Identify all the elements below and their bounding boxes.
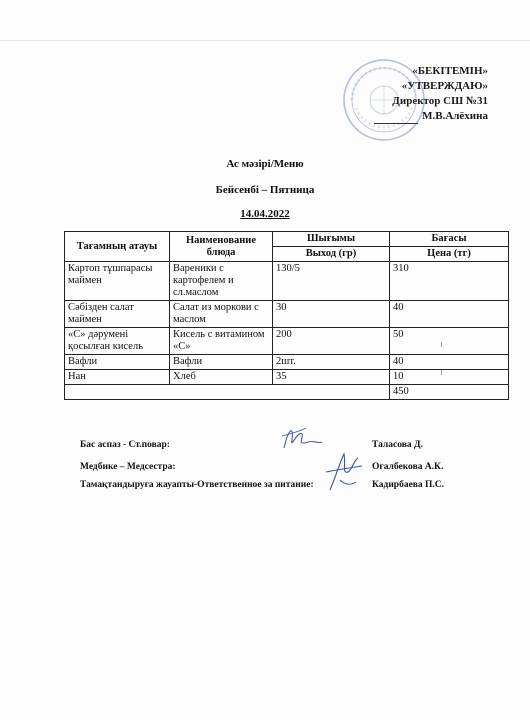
table-total-row: [65, 385, 509, 400]
signature-role: Медбике – Медсестра:: [80, 462, 176, 472]
pen-mark: [441, 370, 445, 375]
approval-name-line: [374, 109, 488, 124]
signature-name: Кадирбаева П.С.: [372, 480, 445, 490]
header-price-ru: Цена (тг): [390, 247, 509, 262]
table-header-row: [65, 232, 509, 247]
dish-name-ru: Вареники с картофелем и сл.маслом: [170, 262, 273, 301]
table-row: [65, 301, 509, 328]
page-fold-line: [0, 40, 530, 41]
dish-yield: 2шт.: [273, 355, 390, 370]
approval-position: Директор СШ №31: [392, 95, 488, 107]
signature-row-cook: [80, 440, 423, 450]
handwritten-signature-cook: [278, 420, 324, 456]
dish-price: 40: [390, 355, 509, 370]
signature-role: Тамақтандыруға жауапты-Ответственное за питание:: [80, 480, 314, 490]
menu-date: 14.04.2022: [240, 208, 290, 220]
dish-price: 40: [390, 301, 509, 328]
signature-name: Оғалбекова А.К.: [372, 462, 444, 472]
dish-name-kz: Картоп тұшпарасы маймен: [65, 262, 170, 301]
header-name-ru: Наименование блюда: [170, 232, 273, 262]
dish-name-ru: Вафли: [170, 355, 273, 370]
dish-name-kz: Нан: [65, 370, 170, 385]
header-name-kz: Тағамның атауы: [65, 232, 170, 262]
dish-price: 50: [390, 328, 509, 355]
signature-role: Бас аспаз - Ст.повар:: [80, 440, 170, 450]
dish-name-kz: Сәбізден салат маймен: [65, 301, 170, 328]
menu-title: Ас мәзірі/Меню: [226, 158, 304, 170]
dish-price: 10: [390, 370, 509, 385]
dish-name-ru: Хлеб: [170, 370, 273, 385]
dish-yield: 35: [273, 370, 390, 385]
signature-line: [374, 113, 418, 124]
dish-name-kz: Вафли: [65, 355, 170, 370]
total-label-cell: [65, 385, 390, 400]
signature-name: Таласова Д.: [372, 440, 423, 450]
dish-yield: 200: [273, 328, 390, 355]
header-yield-kz: Шығымы: [273, 232, 390, 247]
signature-row-nurse: [80, 462, 444, 472]
dish-yield: 130/5: [273, 262, 390, 301]
dish-name-ru: Салат из моркови с маслом: [170, 301, 273, 328]
table-row: [65, 262, 509, 301]
signature-row-responsible: [80, 480, 445, 490]
dish-yield: 30: [273, 301, 390, 328]
header-yield-ru: Выход (гр): [273, 247, 390, 262]
table-row: [65, 328, 509, 355]
header-price-kz: Бағасы: [390, 232, 509, 247]
dish-name-kz: «С» дәрумені қосылған кисель: [65, 328, 170, 355]
total-price: 450: [390, 385, 509, 400]
dish-name-ru: Кисель с витамином «С»: [170, 328, 273, 355]
handwritten-signature-responsible: [322, 450, 366, 496]
approval-kz: «БЕКІТЕМІН»: [412, 65, 488, 77]
approval-ru: «УТВЕРЖДАЮ»: [401, 80, 488, 92]
menu-days: Бейсенбі – Пятница: [215, 184, 315, 196]
table-row: [65, 355, 509, 370]
director-name: М.В.Алёхина: [422, 110, 488, 122]
pen-mark: [441, 342, 445, 347]
dish-price: 310: [390, 262, 509, 301]
approval-block: [374, 64, 488, 124]
